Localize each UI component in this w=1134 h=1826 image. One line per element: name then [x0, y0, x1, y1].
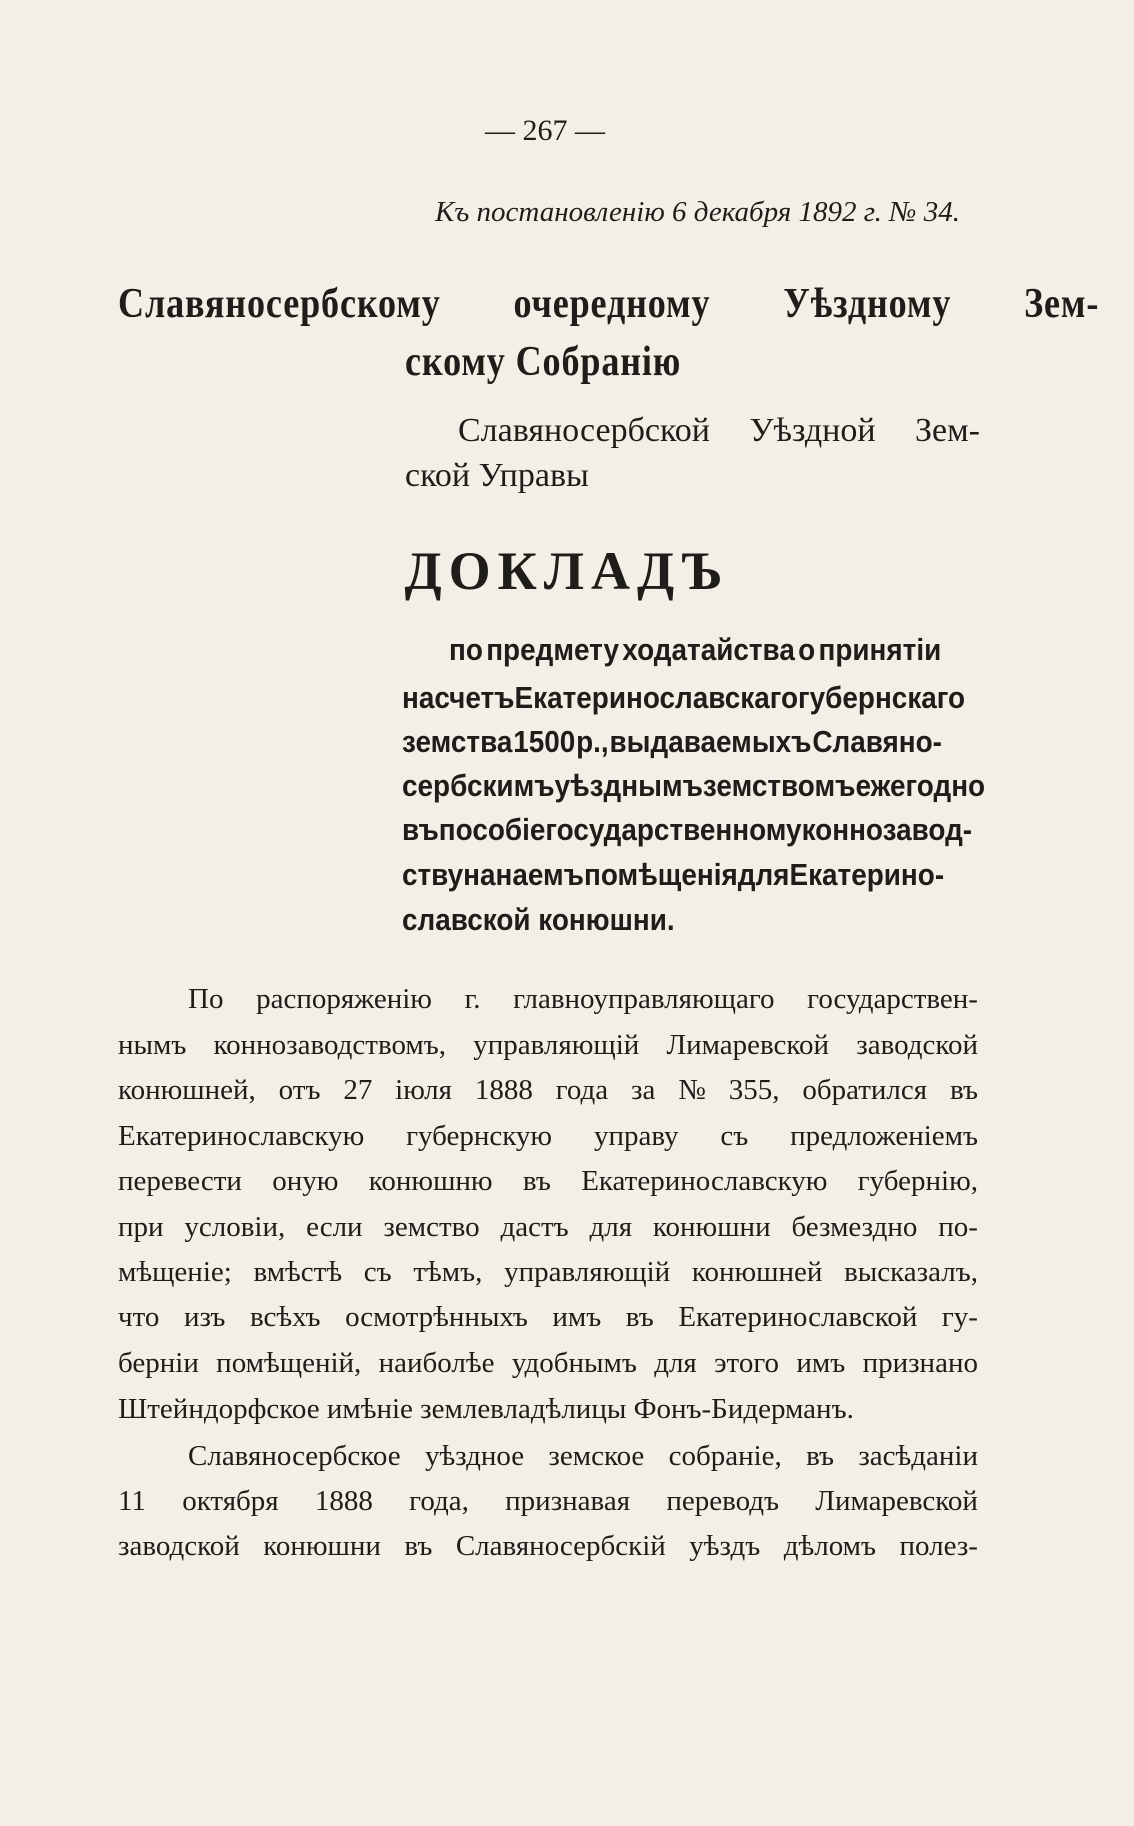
subject-line: на счетъ Екатеринославскаго губернскаго: [402, 680, 966, 715]
body-line: Штейндорфское имѣніе землевладѣлицы Фонъ-Бидерманъ.: [118, 1393, 854, 1425]
page-number: — 267 —: [485, 114, 605, 147]
addressee-line-1: Славяносербскому очередному Уѣздному Зем-: [118, 281, 1100, 327]
body-line: нымъ коннозаводствомъ, управляющій Лимаревской заводской: [118, 1029, 978, 1061]
subject-line: славской конюшни.: [402, 902, 675, 937]
resolution-reference: Къ постановленію 6 декабря 1892 г. № 34.: [434, 196, 960, 228]
subject-line: сербскимъ уѣзднымъ земствомъ ежегодно: [402, 768, 986, 803]
subject-line: по предмету ходатайства о принятіи: [449, 632, 942, 667]
body-line: что изъ всѣхъ осмотрѣнныхъ имъ въ Екатеринославской гу-: [118, 1301, 978, 1333]
body-line: 11 октября 1888 года, признавая переводъ Лимаревской: [118, 1485, 978, 1517]
body-line: перевести оную конюшню въ Екатеринославскую губернію,: [118, 1165, 978, 1197]
sender-line-1: Славяносербской Уѣздной Зем-: [458, 412, 980, 449]
subject-line: ству на наемъ помѣщенія для Екатерино-: [402, 857, 945, 892]
addressee-line-2: скому Собранію: [405, 339, 682, 385]
subject-line: въ пособіе государственному коннозавод-: [402, 812, 973, 847]
body-line: Славяносербское уѣздное земское собраніе, въ засѣданіи: [188, 1440, 978, 1472]
body-line: берніи помѣщеній, наиболѣе удобнымъ для этого имъ признано: [118, 1347, 978, 1379]
body-line: при условіи, если земство дастъ для конюшни безмездно по-: [118, 1211, 978, 1243]
body-line: конюшней, отъ 27 іюля 1888 года за № 355, обратился въ: [118, 1074, 978, 1106]
body-line: мѣщеніе; вмѣстѣ съ тѣмъ, управляющій конюшней высказалъ,: [118, 1256, 978, 1288]
body-line: По распоряженію г. главноуправляющаго государствен-: [188, 983, 978, 1015]
body-line: Екатеринославскую губернскую управу съ предложеніемъ: [118, 1120, 978, 1152]
body-line: заводской конюшни въ Славяносербскій уѣздъ дѣломъ полез-: [118, 1530, 978, 1562]
sender-line-2: ской Управы: [405, 457, 589, 494]
document-title: ДОКЛАДЪ: [404, 541, 730, 601]
subject-line: земства 1500 р., выдаваемыхъ Славяно-: [402, 724, 942, 759]
